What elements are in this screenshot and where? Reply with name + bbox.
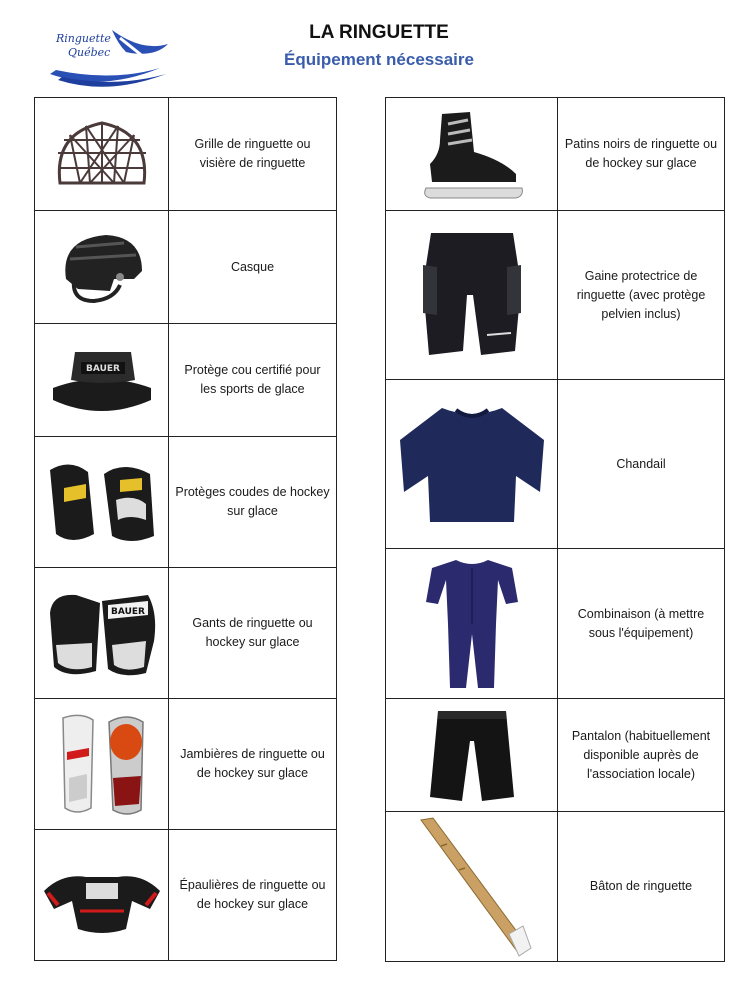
- table-row: [35, 324, 337, 437]
- shoulder-pads-icon: [35, 830, 169, 961]
- table-row: [386, 380, 725, 549]
- left-equipment-table: [34, 97, 337, 961]
- gloves-icon: [35, 568, 169, 699]
- table-row: [35, 568, 337, 699]
- svg-text:BAUER: BAUER: [85, 364, 120, 374]
- item-label: Chandail: [558, 380, 725, 549]
- table-row: [386, 211, 725, 380]
- cage-icon: [35, 98, 169, 211]
- ringuette-quebec-logo: [42, 22, 174, 90]
- table-row: [35, 830, 337, 961]
- pants-icon: [386, 699, 558, 812]
- item-label: Épaulières de ringuette ou de hockey sur glace: [169, 830, 337, 961]
- page-subtitle: Équipement nécessaire: [284, 50, 474, 69]
- item-label: Protège cou certifié pour les sports de glace: [169, 324, 337, 437]
- item-label: Casque: [169, 211, 337, 324]
- neck-guard-icon: [35, 324, 169, 437]
- girdle-icon: [386, 211, 558, 380]
- item-label: Gants de ringuette ou hockey sur glace: [169, 568, 337, 699]
- table-row: [35, 211, 337, 324]
- svg-text:BAUER: BAUER: [110, 607, 145, 617]
- table-row: [35, 98, 337, 211]
- right-equipment-table: [385, 97, 725, 962]
- table-row: [386, 812, 725, 962]
- item-label: Pantalon (habituellement disponible auprès de l'association locale): [558, 699, 725, 812]
- table-row: [386, 699, 725, 812]
- elbow-pads-icon: [35, 437, 169, 568]
- logo-text-line1: Ringuette: [56, 32, 111, 45]
- helmet-icon: [35, 211, 169, 324]
- item-label: Grille de ringuette ou visière de ringuette: [169, 98, 337, 211]
- jersey-icon: [386, 380, 558, 549]
- page-title: LA RINGUETTE: [309, 22, 449, 43]
- item-label: Gaine protectrice de ringuette (avec protège pelvien inclus): [558, 211, 725, 380]
- shin-guards-icon: [35, 699, 169, 830]
- onesie-icon: [386, 549, 558, 699]
- item-label: Bâton de ringuette: [558, 812, 725, 962]
- table-row: [386, 98, 725, 211]
- item-label: Jambières de ringuette ou de hockey sur glace: [169, 699, 337, 830]
- item-label: Patins noirs de ringuette ou de hockey sur glace: [558, 98, 725, 211]
- item-label: Protèges coudes de hockey sur glace: [169, 437, 337, 568]
- stick-icon: [386, 812, 558, 962]
- table-row: [386, 549, 725, 699]
- item-label: Combinaison (à mettre sous l'équipement): [558, 549, 725, 699]
- skate-icon: [386, 98, 558, 211]
- logo-text-line2: Québec: [68, 46, 111, 59]
- table-row: [35, 699, 337, 830]
- table-row: [35, 437, 337, 568]
